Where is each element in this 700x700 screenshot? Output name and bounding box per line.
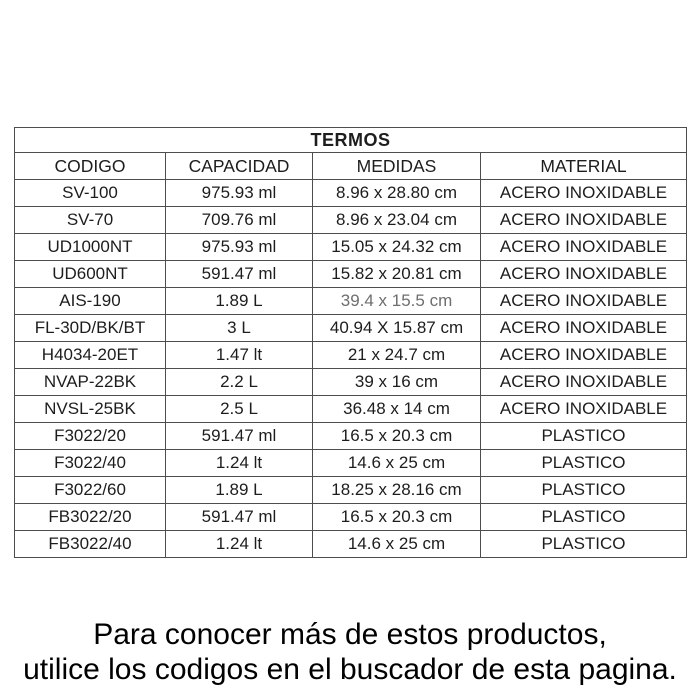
cell-capacidad: 709.76 ml (166, 207, 313, 234)
table-row (15, 180, 687, 207)
cell-codigo: F3022/40 (15, 450, 166, 477)
cell-medidas: 21 x 24.7 cm (313, 342, 481, 369)
footer-note-line1: Para conocer más de estos productos, (93, 618, 607, 651)
cell-codigo: FB3022/40 (15, 531, 166, 558)
cell-codigo: NVAP-22BK (15, 369, 166, 396)
product-table-container (14, 127, 686, 558)
cell-codigo: FB3022/20 (15, 504, 166, 531)
cell-medidas: 8.96 x 23.04 cm (313, 207, 481, 234)
table-row (15, 234, 687, 261)
cell-codigo: F3022/60 (15, 477, 166, 504)
cell-capacidad: 2.5 L (166, 396, 313, 423)
cell-material: PLASTICO (481, 423, 687, 450)
column-header-capacidad: CAPACIDAD (166, 153, 313, 180)
cell-codigo: UD600NT (15, 261, 166, 288)
cell-medidas: 39 x 16 cm (313, 369, 481, 396)
table-row (15, 369, 687, 396)
cell-material: PLASTICO (481, 450, 687, 477)
cell-capacidad: 1.47 lt (166, 342, 313, 369)
footer-note (0, 617, 700, 687)
cell-capacidad: 1.89 L (166, 477, 313, 504)
column-header-material: MATERIAL (481, 153, 687, 180)
cell-capacidad: 975.93 ml (166, 234, 313, 261)
table-title: TERMOS (15, 128, 687, 153)
cell-medidas: 16.5 x 20.3 cm (313, 504, 481, 531)
table-row (15, 396, 687, 423)
cell-medidas: 36.48 x 14 cm (313, 396, 481, 423)
column-header-medidas: MEDIDAS (313, 153, 481, 180)
cell-material: ACERO INOXIDABLE (481, 180, 687, 207)
cell-capacidad: 1.89 L (166, 288, 313, 315)
cell-codigo: FL-30D/BK/BT (15, 315, 166, 342)
table-row (15, 315, 687, 342)
table-row (15, 288, 687, 315)
cell-medidas: 40.94 X 15.87 cm (313, 315, 481, 342)
table-row (15, 207, 687, 234)
column-header-codigo: CODIGO (15, 153, 166, 180)
cell-codigo: NVSL-25BK (15, 396, 166, 423)
product-spec-table (14, 127, 687, 558)
cell-medidas: 15.05 x 24.32 cm (313, 234, 481, 261)
cell-codigo: AIS-190 (15, 288, 166, 315)
cell-capacidad: 3 L (166, 315, 313, 342)
table-row (15, 504, 687, 531)
cell-material: ACERO INOXIDABLE (481, 315, 687, 342)
cell-material: ACERO INOXIDABLE (481, 342, 687, 369)
table-body (15, 180, 687, 558)
cell-medidas: 15.82 x 20.81 cm (313, 261, 481, 288)
cell-codigo: H4034-20ET (15, 342, 166, 369)
cell-medidas: 14.6 x 25 cm (313, 450, 481, 477)
table-row (15, 423, 687, 450)
cell-material: ACERO INOXIDABLE (481, 369, 687, 396)
cell-capacidad: 1.24 lt (166, 450, 313, 477)
cell-capacidad: 2.2 L (166, 369, 313, 396)
cell-material: ACERO INOXIDABLE (481, 288, 687, 315)
cell-medidas: 18.25 x 28.16 cm (313, 477, 481, 504)
cell-material: PLASTICO (481, 477, 687, 504)
cell-capacidad: 1.24 lt (166, 531, 313, 558)
cell-material: PLASTICO (481, 531, 687, 558)
cell-material: PLASTICO (481, 504, 687, 531)
cell-codigo: F3022/20 (15, 423, 166, 450)
cell-medidas: 16.5 x 20.3 cm (313, 423, 481, 450)
cell-material: ACERO INOXIDABLE (481, 396, 687, 423)
footer-note-line2: utilice los codigos en el buscador de esta pagina. (23, 653, 677, 686)
cell-material: ACERO INOXIDABLE (481, 261, 687, 288)
cell-material: ACERO INOXIDABLE (481, 207, 687, 234)
table-header-row (15, 153, 687, 180)
cell-codigo: SV-70 (15, 207, 166, 234)
cell-codigo: SV-100 (15, 180, 166, 207)
table-row (15, 450, 687, 477)
cell-capacidad: 591.47 ml (166, 423, 313, 450)
cell-capacidad: 591.47 ml (166, 504, 313, 531)
cell-capacidad: 591.47 ml (166, 261, 313, 288)
cell-codigo: UD1000NT (15, 234, 166, 261)
cell-medidas: 14.6 x 25 cm (313, 531, 481, 558)
table-title-row (15, 128, 687, 153)
table-row (15, 531, 687, 558)
cell-medidas: 39.4 x 15.5 cm (313, 288, 481, 315)
table-row (15, 261, 687, 288)
cell-medidas: 8.96 x 28.80 cm (313, 180, 481, 207)
cell-material: ACERO INOXIDABLE (481, 234, 687, 261)
table-row (15, 342, 687, 369)
cell-capacidad: 975.93 ml (166, 180, 313, 207)
table-row (15, 477, 687, 504)
